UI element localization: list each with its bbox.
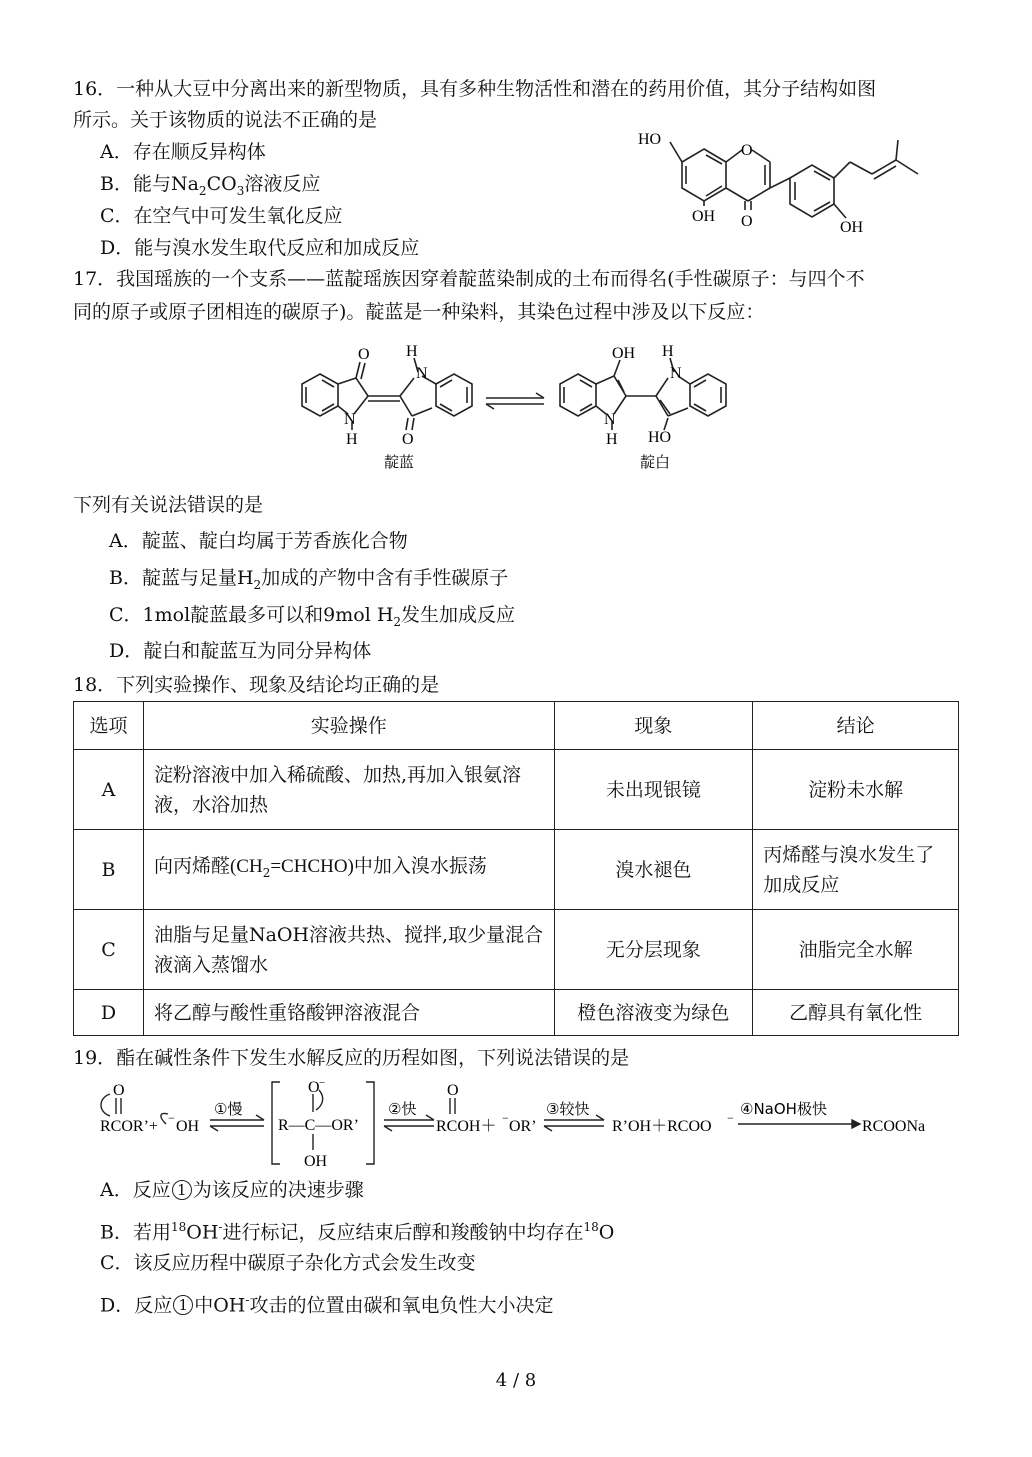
row-b-phenomenon: 溴水褪色 bbox=[554, 830, 753, 910]
mech-alkoxide-minus: − bbox=[319, 1077, 326, 1089]
mech-step-1: ①慢 bbox=[214, 1100, 243, 1118]
q16-stem-line1: 16．一种从大豆中分离出来的新型物质，具有多种生物活性和潜在的药用价值，其分子结构如图 bbox=[73, 78, 877, 100]
q16-isoflavone-structure bbox=[628, 122, 938, 240]
table-row bbox=[74, 990, 959, 1036]
page-number: 4 / 8 bbox=[495, 1370, 537, 1391]
row-b-conclusion: 丙烯醛与溴水发生了加成反应 bbox=[753, 830, 959, 910]
row-a-operation: 淀粉溶液中加入稀硫酸、加热,再加入银氨溶液，水浴加热 bbox=[143, 750, 554, 830]
mech-minus-2: − bbox=[502, 1111, 509, 1125]
indigo-label-o-bottom: O bbox=[402, 431, 414, 448]
row-d-conclusion: 乙醇具有氧化性 bbox=[753, 990, 959, 1036]
mech-ester: RCOR’+ bbox=[100, 1118, 158, 1135]
q16-option-b: B．能与$Na_2CO_3$溶液反应 bbox=[100, 173, 321, 198]
q17-option-b: B．靛蓝与足量$H_2$加成的产物中含有手性碳原子 bbox=[109, 567, 509, 592]
q17-indigo-leuco-diagram bbox=[290, 336, 750, 476]
row-a-option: A bbox=[74, 750, 144, 830]
leuco-label-h-left: H bbox=[606, 431, 618, 448]
q16-label-oh-right: OH bbox=[840, 219, 864, 236]
row-c-phenomenon: 无分层现象 bbox=[554, 910, 753, 990]
mech-step-2: ②快 bbox=[388, 1100, 417, 1118]
table-header-row bbox=[74, 702, 959, 750]
q16-stem-line2: 所示。关于该物质的说法不正确的是 bbox=[73, 109, 378, 131]
mech-step-4: ④NaOH极快 bbox=[740, 1100, 827, 1118]
q16-label-ho: HO bbox=[638, 131, 662, 148]
caption-leuco: 靛白 bbox=[640, 453, 671, 471]
mech-tetrahedral: R—C—OR’ bbox=[278, 1117, 359, 1134]
indigo-label-n-left: N bbox=[344, 411, 356, 428]
row-d-operation: 将乙醇与酸性重铬酸钾溶液混合 bbox=[143, 990, 554, 1036]
q19-option-b: B．若用$^{18}$OH-进行标记，反应结束后醇和羧酸钠中均存在$^{18}$O bbox=[100, 1220, 615, 1244]
indigo-label-h-right: H bbox=[406, 343, 418, 360]
q16-label-ring-o: O bbox=[741, 142, 753, 159]
q19-option-d: D．反应 1 中OH-攻击的位置由碳和氧电负性大小决定 bbox=[100, 1293, 554, 1317]
q19-mechanism-diagram bbox=[96, 1076, 946, 1172]
caption-indigo: 靛蓝 bbox=[384, 453, 415, 471]
row-c-operation: 油脂与足量NaOH溶液共热、搅拌,取少量混合液滴入蒸馏水 bbox=[143, 910, 554, 990]
circled-number-icon: 1 bbox=[173, 1295, 193, 1315]
q16-option-c: C．在空气中可发生氧化反应 bbox=[100, 205, 343, 227]
q17-stem-line2: 同的原子或原子团相连的碳原子)。靛蓝是一种染料，其染色过程中涉及以下反应： bbox=[73, 301, 765, 323]
header-option: 选项 bbox=[74, 702, 144, 750]
mech-minus-1: − bbox=[168, 1111, 175, 1125]
q17-option-d: D．靛白和靛蓝互为同分异构体 bbox=[109, 640, 372, 662]
row-b-option: B bbox=[74, 830, 144, 910]
row-c-option: C bbox=[74, 910, 144, 990]
leuco-label-h-right: H bbox=[662, 343, 674, 360]
row-d-phenomenon: 橙色溶液变为绿色 bbox=[554, 990, 753, 1036]
q16-option-d: D．能与溴水发生取代反应和加成反应 bbox=[100, 237, 420, 259]
row-d-option: D bbox=[74, 990, 144, 1036]
leuco-label-ho: HO bbox=[648, 429, 672, 446]
mech-final-product: RCOONa bbox=[862, 1118, 926, 1135]
row-a-phenomenon: 未出现银镜 bbox=[554, 750, 753, 830]
q17-option-c: C．1mol靛蓝最多可以和9mol $H_2$发生加成反应 bbox=[109, 604, 516, 629]
mech-acid-o: O bbox=[447, 1082, 459, 1099]
q19-option-c: C．该反应历程中碳原子杂化方式会发生改变 bbox=[100, 1252, 476, 1274]
q17-stem-line1: 17．我国瑶族的一个支系——蓝靛瑶族因穿着靛蓝染制成的土布而得名(手性碳原子：与四个不 bbox=[73, 268, 865, 290]
row-c-conclusion: 油脂完全水解 bbox=[753, 910, 959, 990]
indigo-label-o-top: O bbox=[358, 346, 370, 363]
header-phenomenon: 现象 bbox=[554, 702, 753, 750]
leuco-label-n-left: N bbox=[604, 411, 616, 428]
leuco-label-oh: OH bbox=[612, 345, 636, 362]
mech-minus-3: − bbox=[727, 1111, 734, 1125]
header-conclusion: 结论 bbox=[753, 702, 959, 750]
mech-products-3: R’OH＋RCOO bbox=[612, 1118, 712, 1135]
leuco-label-n-right: N bbox=[670, 365, 682, 382]
q17-prompt: 下列有关说法错误的是 bbox=[73, 494, 264, 516]
q16-option-a: A．存在顺反异构体 bbox=[100, 141, 266, 163]
q16-label-oh-bottom: OH bbox=[692, 208, 716, 225]
indigo-label-h-left: H bbox=[346, 431, 358, 448]
q18-stem: 18．下列实验操作、现象及结论均正确的是 bbox=[73, 674, 440, 696]
table-row bbox=[74, 830, 959, 910]
mech-step-3: ③较快 bbox=[546, 1100, 590, 1118]
indigo-label-n-right: N bbox=[416, 365, 428, 382]
row-a-conclusion: 淀粉未水解 bbox=[753, 750, 959, 830]
circled-number-icon: 1 bbox=[172, 1180, 192, 1200]
row-b-operation: 向丙烯醛$(CH_2=CHCHO)$中加入溴水振荡 bbox=[143, 830, 554, 910]
mech-alkoxide: OR’ bbox=[509, 1118, 537, 1135]
q18-experiment-table bbox=[73, 701, 959, 1036]
table-row bbox=[74, 910, 959, 990]
mech-hydroxide: OH bbox=[176, 1118, 200, 1135]
q19-stem: 19．酯在碱性条件下发生水解反应的历程如图，下列说法错误的是 bbox=[73, 1047, 630, 1069]
mech-alkoxide-o: O bbox=[308, 1079, 320, 1096]
mech-acid: RCOH＋ bbox=[436, 1118, 497, 1135]
mech-tetrahedral-oh: OH bbox=[304, 1153, 328, 1170]
q17-option-a: A．靛蓝、靛白均属于芳香族化合物 bbox=[109, 530, 408, 552]
mech-ester-o: O bbox=[113, 1082, 125, 1099]
header-operation: 实验操作 bbox=[143, 702, 554, 750]
q19-option-a: A．反应 1 为该反应的决速步骤 bbox=[100, 1179, 364, 1201]
q16-label-keto-o: O bbox=[741, 213, 753, 230]
table-row bbox=[74, 750, 959, 830]
